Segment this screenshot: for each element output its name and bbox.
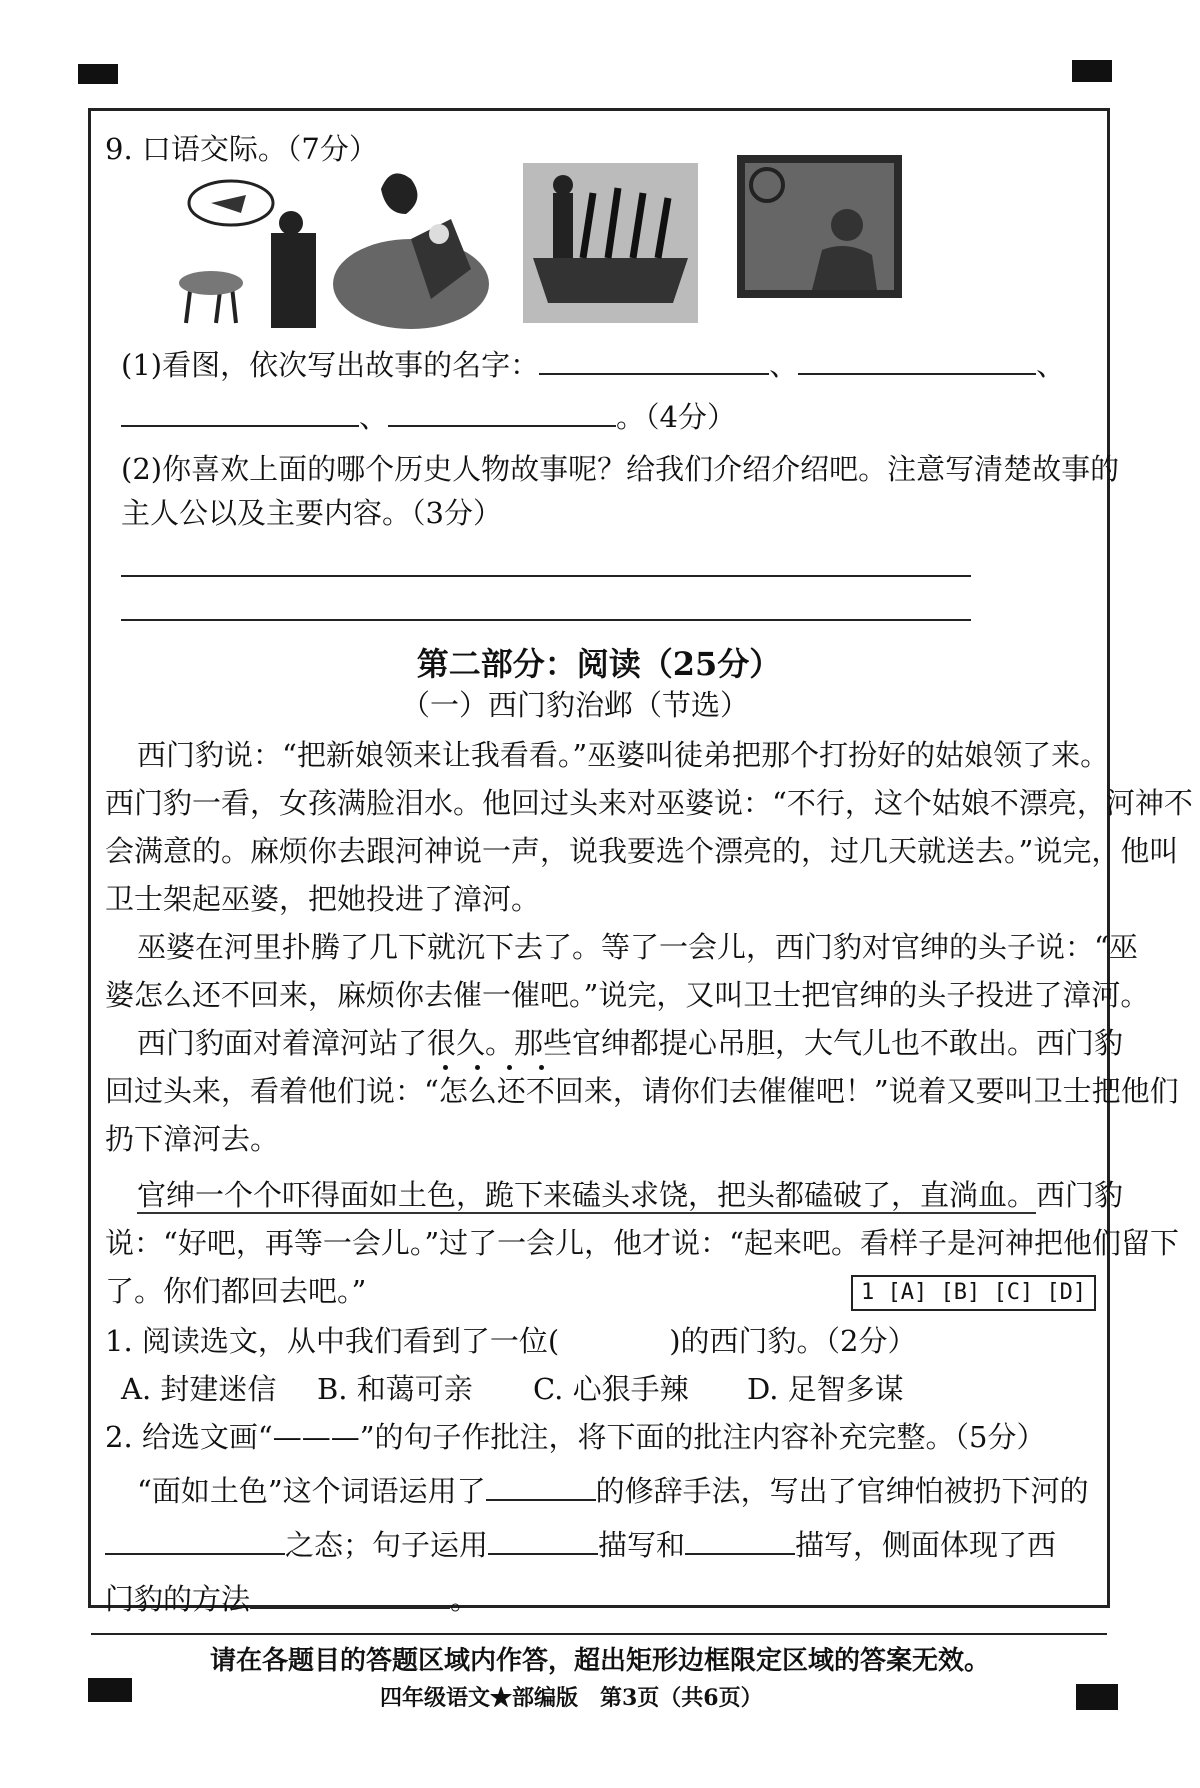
deer-horse-icon xyxy=(161,173,331,333)
option-c[interactable]: C. 心狠手辣 xyxy=(533,1372,689,1406)
para3-line3: 扔下漳河去。 xyxy=(105,1122,280,1156)
footer-divider xyxy=(91,1633,1107,1635)
question-1-end: )的西门豹。（2分） xyxy=(669,1324,917,1358)
q2-line1 xyxy=(137,1473,1089,1509)
answer-choice-box[interactable]: 1 [A] [B] [C] [D] xyxy=(851,1275,1096,1311)
boat-arrows-icon xyxy=(523,163,698,323)
emphasis-dot xyxy=(539,1065,544,1070)
q2-text: 之态；句子运用 xyxy=(285,1528,489,1562)
answer-frame xyxy=(88,108,1193,1616)
para4-tail: 西门豹 xyxy=(1036,1178,1124,1212)
corner-mark-bottom-left xyxy=(88,1678,132,1702)
page-footer: 四年级语文★部编版 第3页（共6页） xyxy=(380,1685,763,1711)
option-d[interactable]: D. 足智多谋 xyxy=(747,1372,904,1406)
answer-area-note: 请在各题目的答题区域内作答，超出矩形边框限定区域的答案无效。 xyxy=(209,1646,990,1676)
para4-line2: 说：“好吧，再等一会儿。”过了一会儿，他才说：“起来吧。看样子是河神把他们留下 xyxy=(105,1226,1179,1260)
answer-line-2[interactable] xyxy=(121,619,971,621)
q9-sub1-line1 xyxy=(121,347,1065,383)
q2-line2 xyxy=(105,1527,1056,1563)
description-blank-2[interactable] xyxy=(685,1527,795,1555)
q9-heading: 9. 口语交际。（7分） xyxy=(105,132,378,166)
separator: 、 xyxy=(359,400,389,434)
q2-text: 。 xyxy=(450,1582,480,1616)
answer-line-1[interactable] xyxy=(121,575,971,577)
corner-mark-bottom-right xyxy=(1076,1684,1118,1710)
para4-line3: 了。你们都回去吧。” xyxy=(105,1274,367,1308)
option-b[interactable]: B. 和蔼可亲 xyxy=(317,1372,473,1406)
para3-line1: 西门豹面对着漳河站了很久。那些官绅都提心吊胆，大气儿也不敢出。西门豹 xyxy=(137,1026,1124,1060)
method-blank[interactable] xyxy=(250,1581,450,1609)
q2-text: 描写和 xyxy=(598,1528,686,1562)
emphasis-dot xyxy=(443,1065,448,1070)
rooster-warrior-icon xyxy=(331,159,501,334)
emphasis-dot xyxy=(475,1065,480,1070)
q2-text: 的修辞手法，写出了官绅怕被扔下河的 xyxy=(595,1474,1089,1508)
part2-title: 第二部分：阅读（25分） xyxy=(416,645,782,683)
emphasis-dot xyxy=(507,1065,512,1070)
passage-subtitle: （一）西门豹治邺（节选） xyxy=(401,688,750,722)
child-study-icon xyxy=(737,155,902,298)
option-a[interactable]: A. 封建迷信 xyxy=(121,1372,277,1406)
q9-sub1-prompt: (1)看图，依次写出故事的名字： xyxy=(121,348,540,382)
para1-line1: 西门豹说：“把新娘领来让我看看。”巫婆叫徒弟把那个打扮好的姑娘领了来。 xyxy=(137,738,1110,772)
para1-line2: 西门豹一看，女孩满脸泪水。他回过头来对巫婆说：“不行，这个姑娘不漂亮，河神不 xyxy=(105,786,1193,820)
q9-sub1-score: 。（4分） xyxy=(616,400,736,434)
corner-mark-top-right xyxy=(1072,60,1112,82)
para3-line2: 回过头来，看着他们说：“怎么还不回来，请你们去催催吧！”说着又要叫卫士把他们 xyxy=(105,1074,1179,1108)
state-blank[interactable] xyxy=(105,1527,285,1555)
para4-line1 xyxy=(137,1177,1123,1213)
q9-sub2-line2: 主人公以及主要内容。（3分） xyxy=(121,496,502,530)
story-name-blank-3[interactable] xyxy=(121,399,359,427)
q9-sub2-line1: (2)你喜欢上面的哪个历史人物故事呢？给我们介绍介绍吧。注意写清楚故事的 xyxy=(121,452,1120,486)
corner-mark-top-left xyxy=(78,64,118,84)
q2-text: “面如土色”这个词语运用了 xyxy=(137,1474,486,1508)
question-2: 2. 给选文画“———”的句子作批注，将下面的批注内容补充完整。（5分） xyxy=(105,1420,1046,1454)
q2-text: 门豹的方法 xyxy=(105,1582,251,1616)
para2-line1: 巫婆在河里扑腾了几下就沉下去了。等了一会儿，西门豹对官绅的头子说：“巫 xyxy=(137,930,1138,964)
story-name-blank-1[interactable] xyxy=(539,347,769,375)
q2-line3 xyxy=(105,1581,479,1617)
rhetoric-blank[interactable] xyxy=(486,1473,596,1501)
story-name-blank-4[interactable] xyxy=(388,399,616,427)
story-name-blank-2[interactable] xyxy=(798,347,1036,375)
para2-line2: 婆怎么还不回来，麻烦你去催一催吧。”说完，又叫卫士把官绅的头子投进了漳河。 xyxy=(105,978,1150,1012)
para1-line3: 会满意的。麻烦你去跟河神说一声，说我要选个漂亮的，过几天就送去。”说完，他叫 xyxy=(105,834,1179,868)
para1-line4: 卫士架起巫婆，把她投进了漳河。 xyxy=(105,882,541,916)
q2-text: 描写，侧面体现了西 xyxy=(795,1528,1057,1562)
question-1-text: 1. 阅读选文，从中我们看到了一位( xyxy=(105,1324,560,1358)
description-blank-1[interactable] xyxy=(488,1527,598,1555)
q9-sub1-line2 xyxy=(121,399,736,435)
underlined-sentence: 官绅一个个吓得面如土色，跪下来磕头求饶，把头都磕破了，直淌血。 xyxy=(137,1178,1037,1212)
separator: 、 xyxy=(1036,348,1066,382)
question-1 xyxy=(105,1323,916,1359)
separator: 、 xyxy=(769,348,799,382)
